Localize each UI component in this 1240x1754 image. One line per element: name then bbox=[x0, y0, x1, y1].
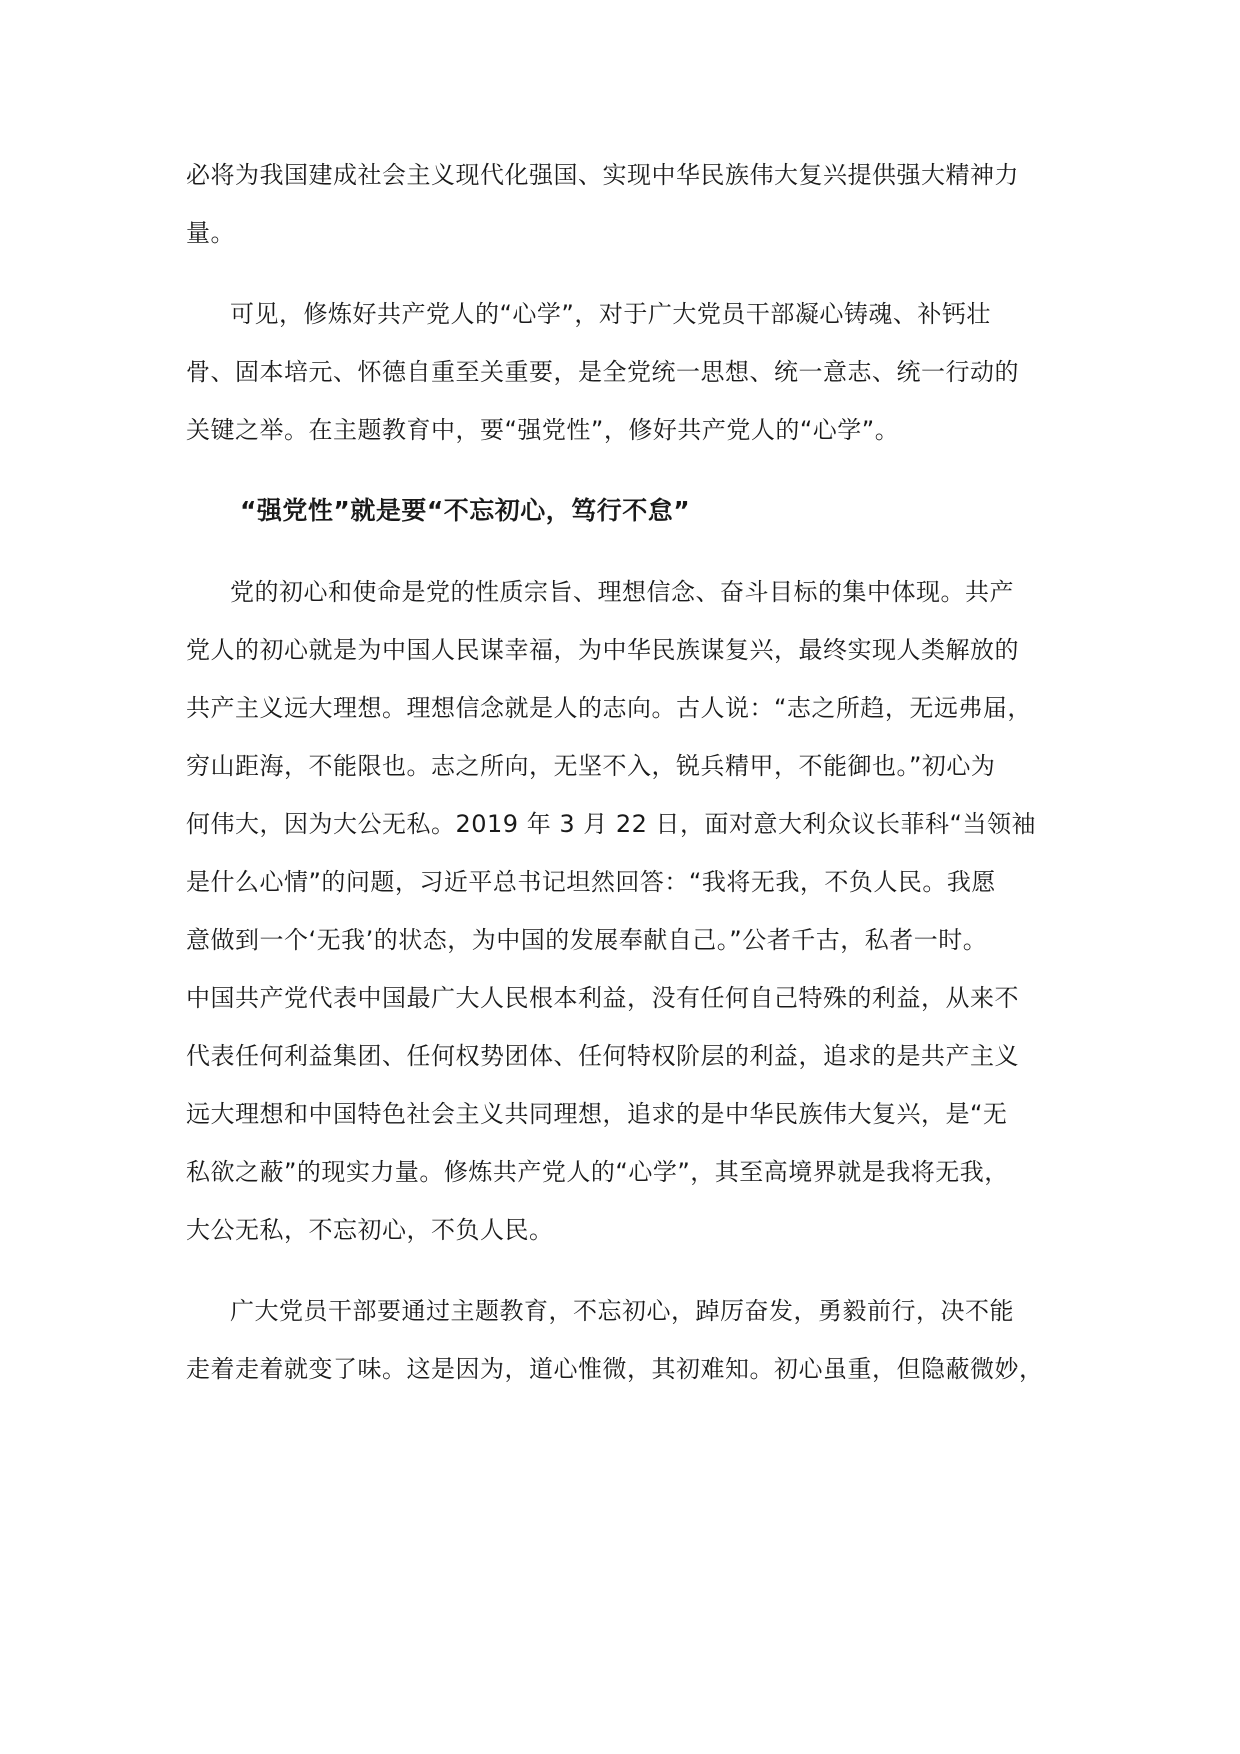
body-text-line: 何伟大，因为大公无私。2019 年 3 月 22 日，面对意大利众议长菲科“当领袖 bbox=[186, 810, 1036, 838]
body-text-line: 意做到一个‘无我’的状态，为中国的发展奉献自己。”公者千古，私者一时。 bbox=[186, 926, 988, 954]
body-text-line: 必将为我国建成社会主义现代化强国、实现中华民族伟大复兴提供强大精神力 bbox=[186, 161, 1019, 189]
body-text-line: 共产主义远大理想。理想信念就是人的志向。古人说：“志之所趋，无远弗届， bbox=[186, 694, 1032, 722]
body-text-line: 代表任何利益集团、任何权势团体、任何特权阶层的利益，追求的是共产主义 bbox=[186, 1042, 1019, 1070]
body-text-line: 是什么心情”的问题，习近平总书记坦然回答：“我将无我，不负人民。我愿 bbox=[186, 868, 996, 896]
body-text-line: 走着走着就变了味。这是因为，道心惟微，其初难知。初心虽重，但隐蔽微妙， bbox=[186, 1355, 1044, 1383]
body-text-line: 骨、固本培元、怀德自重至关重要，是全党统一思想、统一意志、统一行动的 bbox=[186, 358, 1019, 386]
body-text-line: 大公无私，不忘初心，不负人民。 bbox=[186, 1216, 554, 1244]
body-text-line: 远大理想和中国特色社会主义共同理想，追求的是中华民族伟大复兴，是“无 bbox=[186, 1100, 1008, 1128]
section-heading: “强党性”就是要“不忘初心，笃行不怠” bbox=[240, 496, 691, 525]
body-text-line: 关键之举。在主题教育中，要“强党性”，修好共产党人的“心学”。 bbox=[186, 416, 900, 444]
body-text-line: 党人的初心就是为中国人民谋幸福，为中华民族谋复兴，最终实现人类解放的 bbox=[186, 636, 1019, 664]
body-text-line: 可见，修炼好共产党人的“心学”，对于广大党员干部凝心铸魂、补钙壮 bbox=[230, 300, 991, 328]
body-text-line: 中国共产党代表中国最广大人民根本利益，没有任何自己特殊的利益，从来不 bbox=[186, 984, 1019, 1012]
body-text-line: 穷山距海，不能限也。志之所向，无坚不入，锐兵精甲，不能御也。”初心为 bbox=[186, 752, 996, 780]
body-text-line: 广大党员干部要通过主题教育，不忘初心，踔厉奋发，勇毅前行，决不能 bbox=[230, 1297, 1014, 1325]
body-text-line: 私欲之蔽”的现实力量。修炼共产党人的“心学”，其至高境界就是我将无我， bbox=[186, 1158, 1009, 1186]
body-text-line: 党的初心和使命是党的性质宗旨、理想信念、奋斗目标的集中体现。共产 bbox=[230, 578, 1014, 606]
body-text-line: 量。 bbox=[186, 219, 235, 247]
